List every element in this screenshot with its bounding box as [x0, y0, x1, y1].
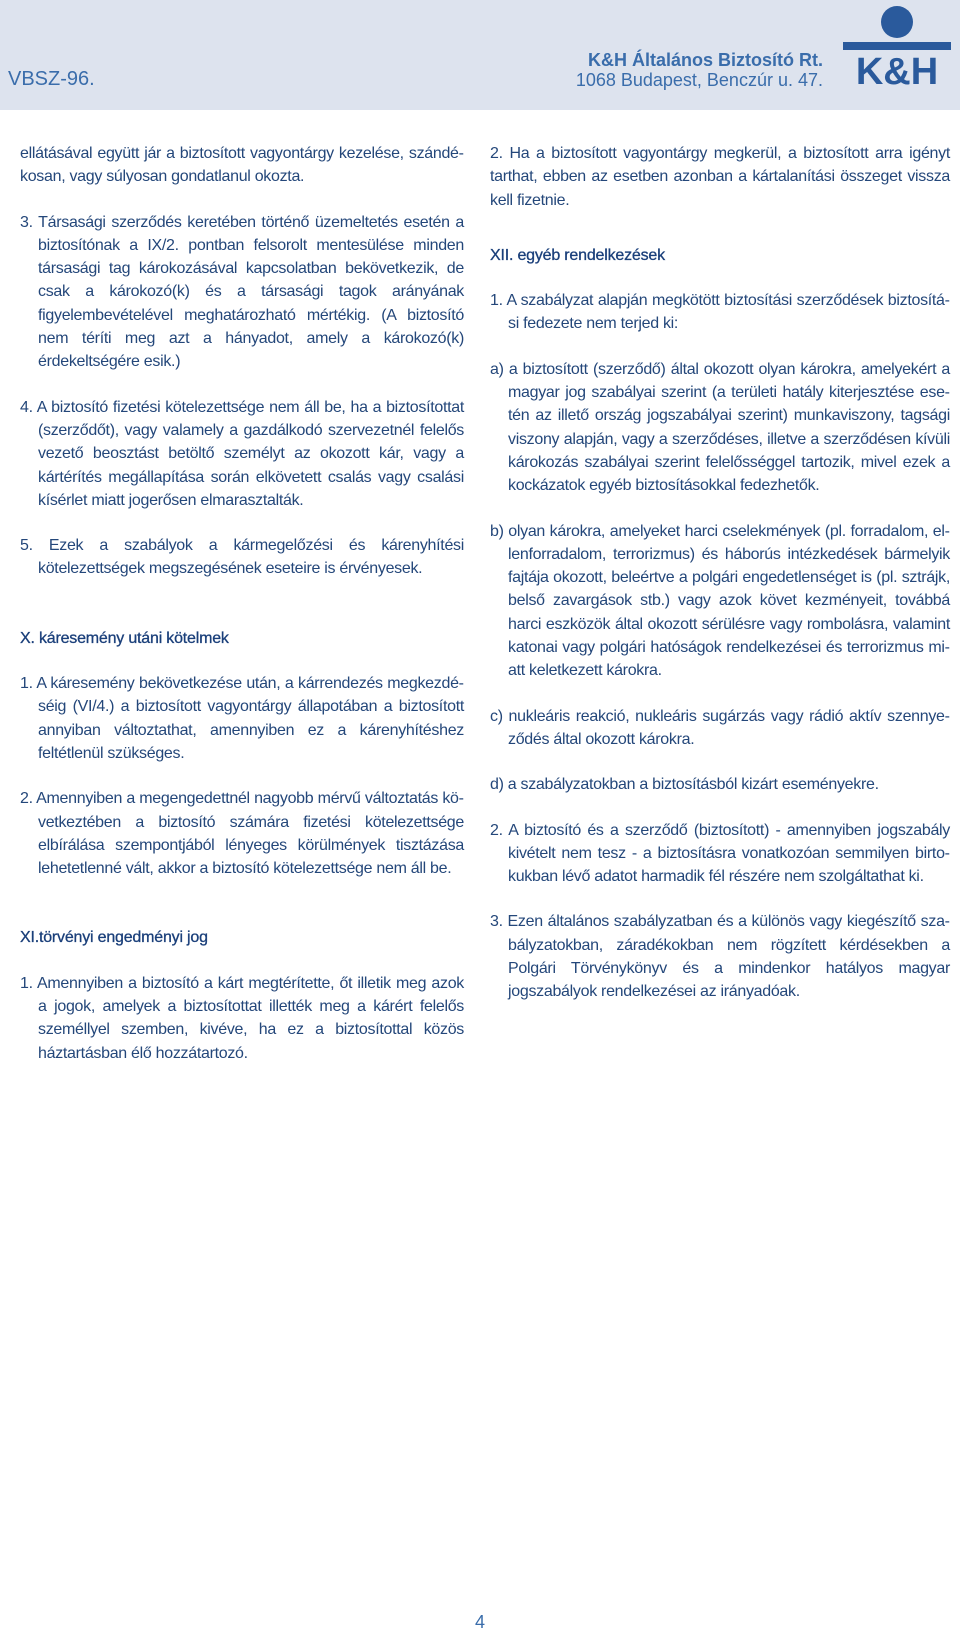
list-item: c) nukleáris reakció, nukleáris sugárzás vagy rádió aktív szennyeződés által okozott károkra. — [490, 707, 950, 748]
page-header — [0, 0, 960, 110]
kh-logo-icon — [843, 4, 951, 90]
paragraph: 1. A káresemény bekövetkezése után, a kárrendezés megkezdéséig (VI/4.) a biztosított vagyontárgy állapotában a biztosított annyiban változtathat, amennyiben ez a kárenyhítéshez feltétlenül szükséges. — [20, 675, 464, 762]
left-column — [20, 142, 464, 1087]
paragraph: 2. Ha a biztosított vagyontárgy megkerül, a biztosított arra igényt tarthat, ebben az esetben azonban a kártalanítási összeget vissza kell fizetnie. — [490, 145, 950, 209]
section-heading-xii: XII. egyéb rendelkezések — [490, 246, 665, 264]
list-item: b) olyan károkra, amelyeket harci cselekmények (pl. forradalom, ellenforradalom, terrorizmus) és háborús intézkedések bármelyik fajtája okozott, beleértve a polgári engedetlenséget is (pl. sztrájk, belső zavargások stb.) vagy azok követ kezményeit, továbbá harci eszközök által okozott sérülésre vagy rombolásra, valamint katonai vagy polgári hatóságok rendelkezései és terrorizmus miatt keletkezett károkra. — [490, 522, 950, 680]
document-code: VBSZ-96. — [8, 68, 95, 90]
company-address: 1068 Budapest, Benczúr u. 47. — [575, 70, 823, 90]
company-block — [576, 50, 823, 90]
paragraph: 5. Ezek a szabályok a kármegelőzési és kárenyhítési kötelezettségek megszegésének eseteire is érvényesek. — [20, 537, 464, 578]
paragraph: 4. A biztosító fizetési kötelezettsége nem áll be, ha a biztosítottat (szerződőt), vagy valamely a gazdálkodó szervezetnél felelős vezető beosztást betöltő személyt az okozott kár, vagy a kártérítés megállapítása során elkövetett csalás vagy csalási kísérlet miatt jogerősen elmarasztalták. — [20, 398, 464, 509]
logo-text: K&H — [855, 51, 939, 90]
paragraph: 3. Társasági szerződés keretében történő üzemeltetés esetén a biztosítónak a IX/2. pontban felsorolt mentesülése minden társasági tag károkozásával kapcsolatban bekövetkezik, de csak a károkozó(k) és a társasági tagok arányának figyelembevételével meghatározható mértékig. (A biztosító nem téríti meg azt a hányadot, amely a károkozó(k) érdekeltségére esik.) — [20, 213, 464, 371]
list-item: a) a biztosított (szerződő) által okozott olyan károkra, amelyekért a magyar jog szabályai szerint (a területi hatály kiterjesztése esetén az illető ország jogszabályai szerint) munkaviszony, tagsági viszony alapján, vagy a szerződéses, illetve a szerződésen kívüli károkozás szabályai szerint felelősséggel tartozik, mivel ezek a kockázatok egyéb biztosításokkal fedezhetők. — [490, 360, 950, 495]
paragraph: 3. Ezen általános szabályzatban és a különös vagy kiegészítő szabályzatokban, záradékokban nem rögzített kérdésekben a Polgári Törvénykönyv és a mindenkor hatályos magyar jogszabályok rendelkezései az irányadóak. — [490, 913, 950, 1001]
right-column — [490, 142, 950, 1026]
paragraph: ellátásával együtt jár a biztosított vagyontárgy kezelése, szándékosan, vagy súlyosan gondatlanul okozta. — [20, 145, 464, 186]
page-number: 4 — [474, 1612, 485, 1632]
company-name: K&H Általános Biztosító Rt. — [587, 50, 823, 70]
paragraph: 2. Amennyiben a megengedettnél nagyobb mérvű változtatás következtében a biztosító számára fizetési kötelezettsége elbírálása szempontjából lényeges körülmények tisztázása lehetetlenné vált, akkor a biztosító kötelezettsége nem áll be. — [20, 790, 464, 878]
paragraph: 1. A szabályzat alapján megkötött biztosítási szerződések biztosítási fedezete nem terjed ki: — [490, 292, 950, 333]
paragraph: 1. Amennyiben a biztosító a kárt megtérítette, őt illetik meg azok a jogok, amelyek a biztosítottat illették meg a kárért felelős személlyel szemben, kivéve, ha ez a biztosítottal közös háztartásban élő hozzátartozó. — [20, 974, 464, 1062]
paragraph: 2. A biztosító és a szerződő (biztosított) - amennyiben jogszabály kivételt nem tesz - a biztosításra vonatkozóan semmilyen birtokukban lévő adatot harmadik fél részére nem szolgáltathat ki. — [490, 821, 950, 886]
list-item: d) a szabályzatokban a biztosításból kizárt eseményekre. — [490, 776, 879, 794]
section-heading-xi: XI.törvényi engedményi jog — [20, 929, 208, 947]
section-heading-x: X. káresemény utáni kötelmek — [20, 629, 229, 647]
